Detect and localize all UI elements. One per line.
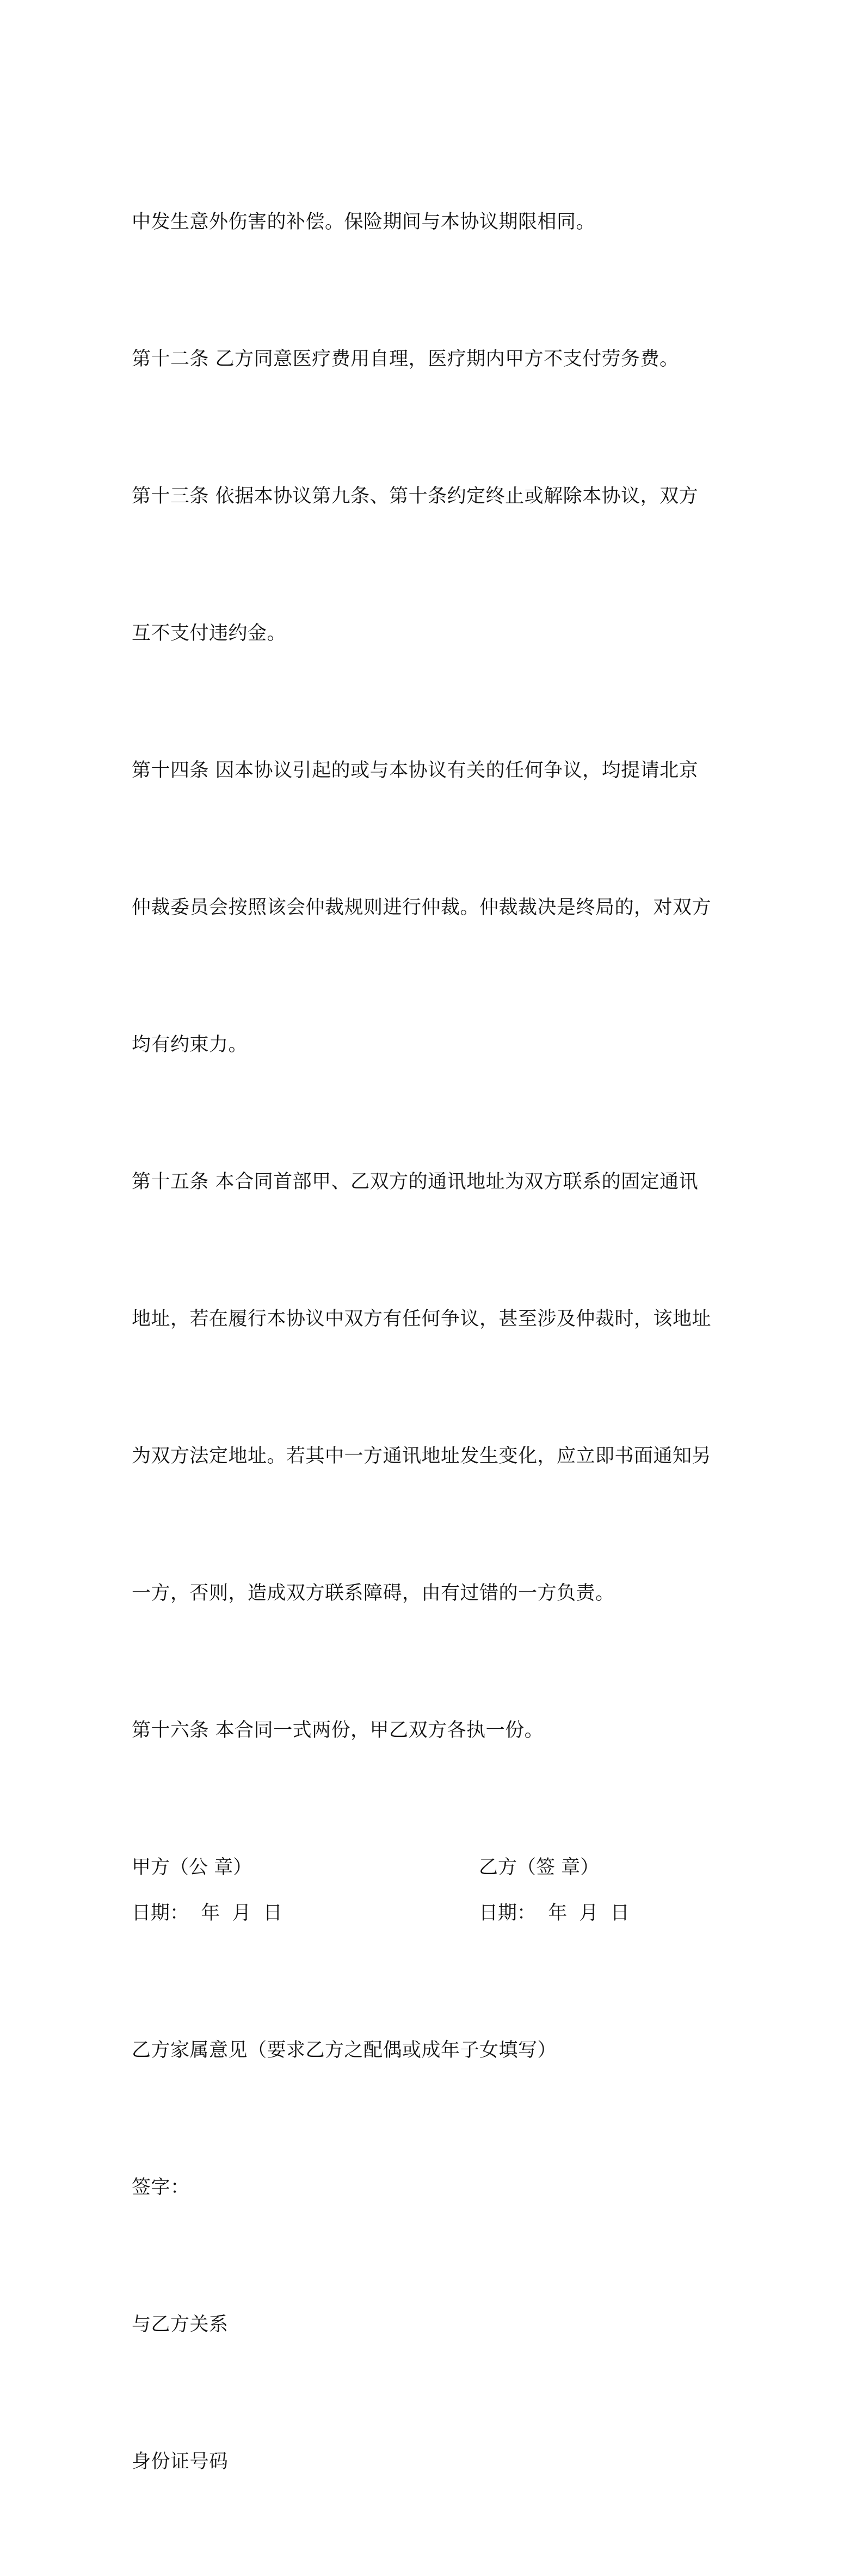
family-opinion-label: 乙方家属意见（要求乙方之配偶或成年子女填写）	[132, 2039, 557, 2061]
family-section	[132, 1936, 737, 2576]
date-row	[132, 1890, 737, 1936]
text-line-1: 中发生意外伤害的补偿。保险期间与本协议期限相同。	[132, 211, 596, 233]
party-b-date: 日期： 年 月 日	[479, 1902, 630, 1924]
family-relation-label: 与乙方关系	[132, 2314, 229, 2335]
article-14-line-3: 均有约束力。	[132, 1034, 248, 1056]
article-text	[132, 108, 737, 1845]
family-id-label: 身份证号码	[132, 2451, 229, 2473]
article-15-line-3: 为双方法定地址。若其中一方通讯地址发生变化，应立即书面通知另	[132, 1445, 712, 1467]
article-15-line-2: 地址，若在履行本协议中双方有任何争议，甚至涉及仲裁时，该地址	[132, 1308, 712, 1330]
article-15-line-1: 第十五条 本合同首部甲、乙双方的通讯地址为双方联系的固定通讯	[132, 1171, 699, 1193]
article-13-line-1: 第十三条 依据本协议第九条、第十条约定终止或解除本协议，双方	[132, 485, 699, 507]
party-b-seal: 乙方（签 章）	[479, 1857, 600, 1878]
party-a-date: 日期： 年 月 日	[132, 1902, 282, 1924]
article-13-line-2: 互不支付违约金。	[132, 623, 287, 644]
article-15-line-4: 一方，否则，造成双方联系障碍，由有过错的一方负责。	[132, 1582, 615, 1604]
document-body	[132, 108, 737, 2576]
party-a-seal: 甲方（公 章）	[132, 1857, 252, 1878]
family-sign-label: 签字：	[132, 2177, 190, 2198]
article-14-line-1: 第十四条 因本协议引起的或与本协议有关的任何争议，均提请北京	[132, 760, 699, 781]
article-14-line-2: 仲裁委员会按照该会仲裁规则进行仲裁。仲裁裁决是终局的，对双方	[132, 897, 712, 919]
article-16-line: 第十六条 本合同一式两份，甲乙双方各执一份。	[132, 1720, 544, 1741]
seal-row	[132, 1845, 737, 1890]
article-12-line: 第十二条 乙方同意医疗费用自理，医疗期内甲方不支付劳务费。	[132, 348, 679, 370]
